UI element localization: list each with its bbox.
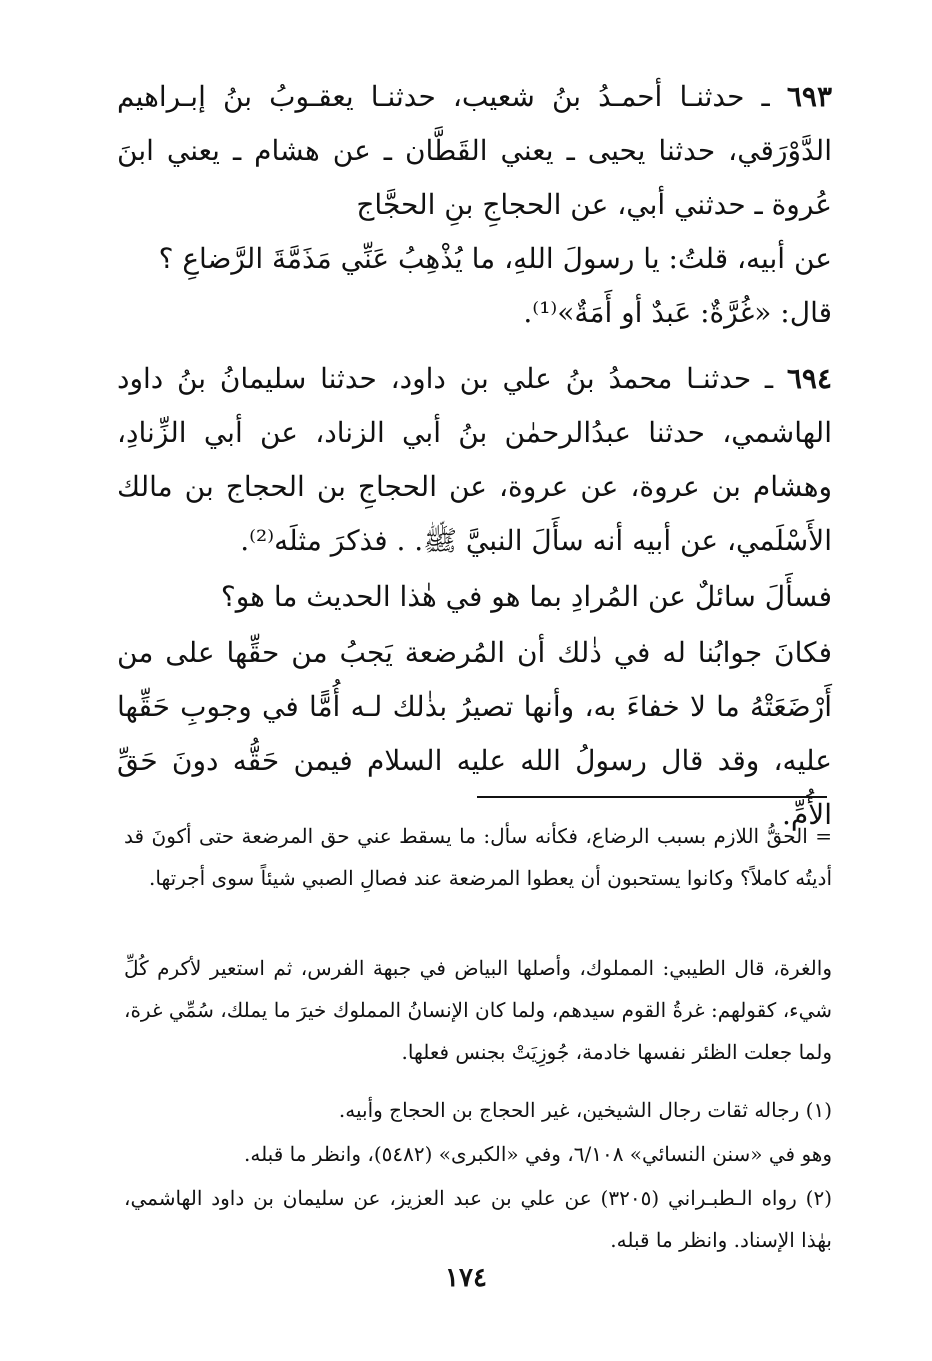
answer-paragraph: فكانَ جوابُنا له في ذٰلك أن المُرضعة يَجبُ من حقِّها على من أَرْضَعَتْهُ ما لا خفاءَ به، وأنها تصيرُ بذٰلك لـه أُمًّا في وجوبِ حَقِّها عليه، وقد قال رسولُ الله عليه السلام فيمن حَقُّه دونَ حَقِّ الأُمِّ. bbox=[117, 636, 832, 831]
footnote-2: (٢) رواه الـطبـراني (٣٢٠٥) عن علي بن عبد العزيز، عن سليمان بن داود الهاشمي، بهٰذا الإسناد. وانظر ما قبله. bbox=[124, 1186, 832, 1252]
hadith-693-answer: قال: «غُرَّةٌ: عَبدٌ أو أَمَةٌ»⁽¹⁾. bbox=[523, 296, 832, 329]
question-paragraph: فسأَلَ سائلٌ عن المُرادِ بما هو في هٰذا الحديث ما هو؟ bbox=[220, 580, 832, 613]
hadith-694-text: ـ حدثنـا محمدُ بنُ علي بن داود، حدثنا سليمانُ بنُ داود الهاشمي، حدثنا عبدُالرحمٰن بنُ أبي الزناد، عن أبي الزِّنادِ، وهشام بن عروة، عن عروة، عن الحجاجِ بن الحجاج بن مالك الأَسْلَمي، عن أبيه أنه سأَلَ النبيَّ ﷺ. . فذكرَ مثلَه⁽²⁾. bbox=[117, 362, 832, 557]
page-number: ١٧٤ bbox=[445, 1263, 487, 1293]
hadith-693-isnad bbox=[117, 70, 832, 232]
footnote-1: (١) رجاله ثقات رجال الشيخين، غير الحجاج بن الحجاج وأبيه. bbox=[338, 1098, 832, 1122]
hadith-694-number: ٦٩٤ bbox=[786, 362, 832, 395]
hadith-693-number: ٦٩٣ bbox=[786, 80, 833, 113]
hadith-693-question: عن أبيه، قلتُ: يا رسولَ اللهِ، ما يُذْهِبُ عَنِّي مَذَمَّةَ الرَّضاعِ ؟ bbox=[158, 242, 832, 275]
footnote-separator bbox=[477, 796, 827, 798]
hadith-694 bbox=[117, 352, 832, 568]
footnote-ghurra: والغرة، قال الطيبي: المملوك، وأصلها البياض في جبهة الفرس، ثم استعير لأكرم كُلِّ شيء، كقولهم: غرةُ القوم سيدهم، ولما كان الإنسانُ المملوك خيرَ ما يملك، سُمِّي غرة، ولما جعلت الظئر نفسها خادمة، جُوزِيَتْ بجنس فعلها. bbox=[124, 956, 832, 1064]
footnote-1-reference: وهو في «سنن النسائي» ٦/١٠٨، وفي «الكبرى» (٥٤٨٢)، وانظر ما قبله. bbox=[243, 1142, 832, 1166]
hadith-693-chain: ـ حدثنـا أحمـدُ بنُ شعيب، حدثنـا يعقـوبُ بنُ إبـراهيم الدَّوْرَقي، حدثنا يحيى ـ يعني القَطَّان ـ عن هشام ـ يعني ابنَ عُروة ـ حدثني أبي، عن الحجاجِ بنِ الحجَّاج bbox=[117, 80, 832, 221]
footnote-continuation: = الحقُّ اللازم بسبب الرضاع، فكأنه سأل: ما يسقط عني حق المرضعة حتى أكونَ قد أديتُه كاملاً؟ وكانوا يستحبون أن يعطوا المرضعة عند فصالِ الصبي شيئاً سوى أجرتها. bbox=[124, 824, 832, 890]
